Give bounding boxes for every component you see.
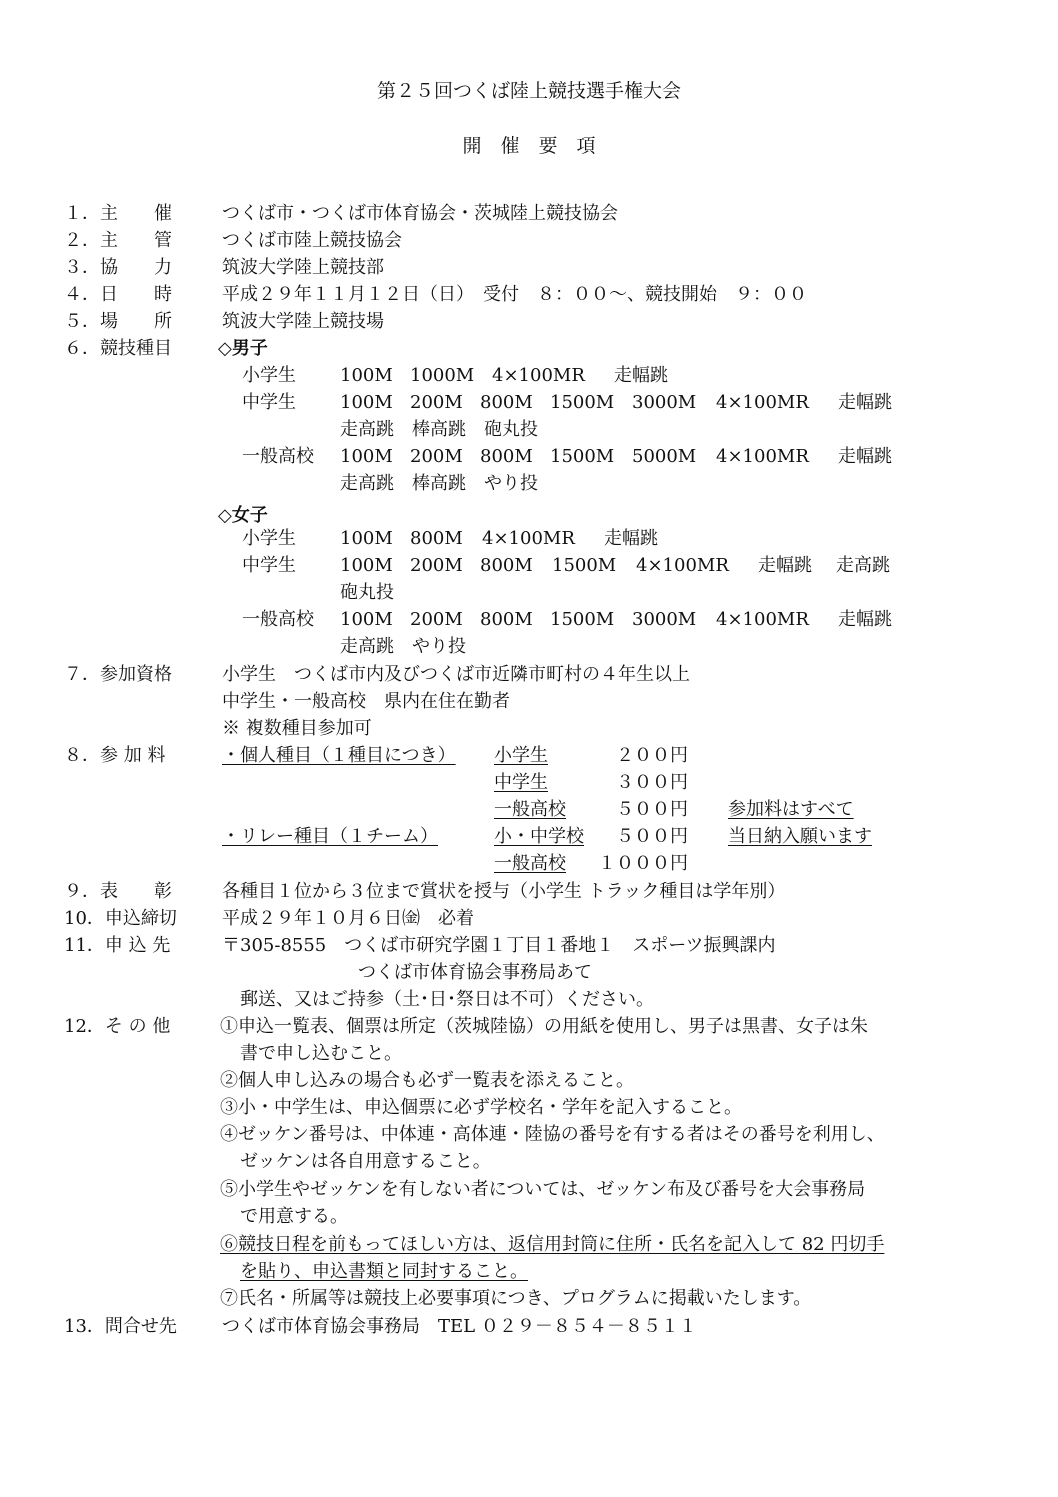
eligibility-line: 小学生 つくば市内及びつくば市近隣市町村の４年生以上 — [222, 664, 690, 685]
fee-row-label: 小学生 — [494, 745, 548, 766]
event-item: 100M — [340, 609, 393, 630]
other-line: ④ゼッケン番号は、中体連・高体連・陸協の番号を有する者はその番号を利用し、 — [220, 1124, 885, 1145]
coop-text: 筑波大学陸上競技部 — [222, 257, 384, 278]
award-text: 各種目１位から３位まで賞状を授与（小学生 トラック種目は学年別） — [222, 881, 786, 902]
event-item: 200M — [410, 609, 463, 630]
men-cat-elementary: 小学生 — [242, 365, 296, 386]
destination-line: 郵送、又はご持参（土･日･祭日は不可）ください。 — [240, 989, 654, 1010]
event-item: 4×100MR — [636, 555, 729, 576]
event-item: 800M — [480, 446, 533, 467]
item-number-eligibility: ７．参加資格 — [64, 664, 172, 685]
event-continuation: 走高跳 やり投 — [340, 636, 466, 657]
other-line: を貼り、申込書類と同封すること。 — [240, 1261, 528, 1282]
fee-row-amount: １０００円 — [598, 853, 688, 874]
event-item: 4×100MR — [482, 528, 575, 549]
fee-row-amount: ５００円 — [616, 799, 688, 820]
item-number-date: ４．日 時 — [64, 284, 172, 305]
event-continuation: 走高跳 棒高跳 やり投 — [340, 473, 538, 494]
fee-note: 参加料はすべて — [728, 799, 854, 820]
document-title: 第２５回つくば陸上競技選手権大会 — [376, 80, 681, 102]
event-item: 3000M — [632, 392, 697, 413]
event-item: 4×100MR — [716, 392, 809, 413]
item-number-fee: ８．参 加 料 — [64, 745, 166, 766]
fee-relay-label: ・リレー種目（１チーム） — [222, 826, 438, 847]
other-line: ⑥競技日程を前もってほしい方は、返信用封筒に住所・氏名を記入して 82 円切手 — [220, 1234, 885, 1255]
event-item: 200M — [410, 446, 463, 467]
event-item: 走幅跳 — [838, 392, 892, 413]
deadline-text: 平成２９年１０月６日㈮ 必着 — [222, 908, 474, 929]
event-continuation: 砲丸投 — [340, 582, 394, 603]
manage-text: つくば市陸上競技協会 — [222, 230, 402, 251]
event-item: 走幅跳 — [838, 446, 892, 467]
fee-row-amount: ２００円 — [616, 745, 688, 766]
event-item: 100M — [340, 392, 393, 413]
women-heading: ◇女子 — [218, 505, 268, 526]
event-item: 800M — [480, 609, 533, 630]
document-subtitle: 開 催 要 項 — [462, 135, 596, 157]
event-item: 4×100MR — [492, 365, 585, 386]
eligibility-line: ※ 複数種目参加可 — [222, 718, 372, 739]
event-item: 800M — [480, 392, 533, 413]
men-heading: ◇男子 — [218, 338, 268, 359]
other-line: ①申込一覧表、個票は所定（茨城陸協）の用紙を使用し、男子は黒書、女子は朱 — [220, 1016, 868, 1037]
other-line: ゼッケンは各自用意すること。 — [240, 1151, 491, 1172]
event-item: 800M — [480, 555, 533, 576]
event-item: 走幅跳 — [838, 609, 892, 630]
event-item: 走高跳 — [836, 555, 890, 576]
fee-row-label: 一般高校 — [494, 799, 566, 820]
event-item: 5000M — [632, 446, 697, 467]
event-item: 走幅跳 — [758, 555, 812, 576]
other-line: 書で申し込むこと。 — [240, 1043, 402, 1064]
event-item: 走幅跳 — [614, 365, 668, 386]
other-line: ⑦氏名・所属等は競技上必要事項につき、プログラムに掲載いたします。 — [220, 1288, 812, 1309]
other-line: で用意する。 — [240, 1206, 348, 1227]
contact-text: つくば市体育協会事務局 TEL ０２９－８５４－８５１１ — [222, 1316, 697, 1337]
event-item: 1500M — [552, 555, 617, 576]
item-number-deadline: 10．申込締切 — [64, 908, 177, 929]
item-number-host: １．主 催 — [64, 203, 172, 224]
event-item: 100M — [340, 365, 393, 386]
event-continuation: 走高跳 棒高跳 砲丸投 — [340, 419, 538, 440]
women-cat-elementary: 小学生 — [242, 528, 296, 549]
event-item: 100M — [340, 528, 393, 549]
men-cat-junior: 中学生 — [242, 392, 296, 413]
event-item: 800M — [410, 528, 463, 549]
item-number-contact: 13．問合せ先 — [64, 1316, 177, 1337]
fee-row-label: 中学生 — [494, 772, 548, 793]
place-text: 筑波大学陸上競技場 — [222, 311, 384, 332]
event-item: 4×100MR — [716, 609, 809, 630]
women-cat-junior: 中学生 — [242, 555, 296, 576]
fee-row-label: 小・中学校 — [494, 826, 584, 847]
item-number-manage: ２．主 管 — [64, 230, 172, 251]
fee-row-amount: ５００円 — [616, 826, 688, 847]
eligibility-line: 中学生・一般高校 県内在住在勤者 — [222, 691, 510, 712]
women-cat-general: 一般高校 — [242, 609, 314, 630]
item-number-place: ５．場 所 — [64, 311, 172, 332]
fee-row-label: 一般高校 — [494, 853, 566, 874]
host-text: つくば市・つくば市体育協会・茨城陸上競技協会 — [222, 203, 618, 224]
other-line: ②個人申し込みの場合も必ず一覧表を添えること。 — [220, 1070, 634, 1091]
item-number-other: 12．そ の 他 — [64, 1016, 171, 1037]
other-line: ③小・中学生は、申込個票に必ず学校名・学年を記入すること。 — [220, 1097, 742, 1118]
event-item: 200M — [410, 392, 463, 413]
event-item: 1000M — [410, 365, 475, 386]
destination-line: 〒305-8555 つくば市研究学園１丁目１番地１ スポーツ振興課内 — [222, 935, 776, 956]
event-item: 1500M — [550, 446, 615, 467]
item-number-award: ９．表 彰 — [64, 881, 172, 902]
fee-row-amount: ３００円 — [616, 772, 688, 793]
date-text: 平成２９年１１月１２日（日） 受付 ８：００～、競技開始 ９：００ — [222, 284, 807, 305]
event-item: 4×100MR — [716, 446, 809, 467]
fee-individual-label: ・個人種目（１種目につき） — [222, 745, 456, 766]
event-item: 走幅跳 — [604, 528, 658, 549]
destination-line: つくば市体育協会事務局あて — [358, 962, 592, 983]
fee-note: 当日納入願います — [728, 826, 872, 847]
event-item: 100M — [340, 446, 393, 467]
item-number-coop: ３．協 力 — [64, 257, 172, 278]
event-item: 100M — [340, 555, 393, 576]
other-line: ⑤小学生やゼッケンを有しない者については、ゼッケン布及び番号を大会事務局 — [220, 1179, 866, 1200]
item-number-destination: 11．申 込 先 — [64, 935, 171, 956]
item-number-events: ６．競技種目 — [64, 338, 172, 359]
event-item: 1500M — [550, 609, 615, 630]
event-item: 1500M — [550, 392, 615, 413]
men-cat-general: 一般高校 — [242, 446, 314, 467]
event-item: 200M — [410, 555, 463, 576]
event-item: 3000M — [632, 609, 697, 630]
